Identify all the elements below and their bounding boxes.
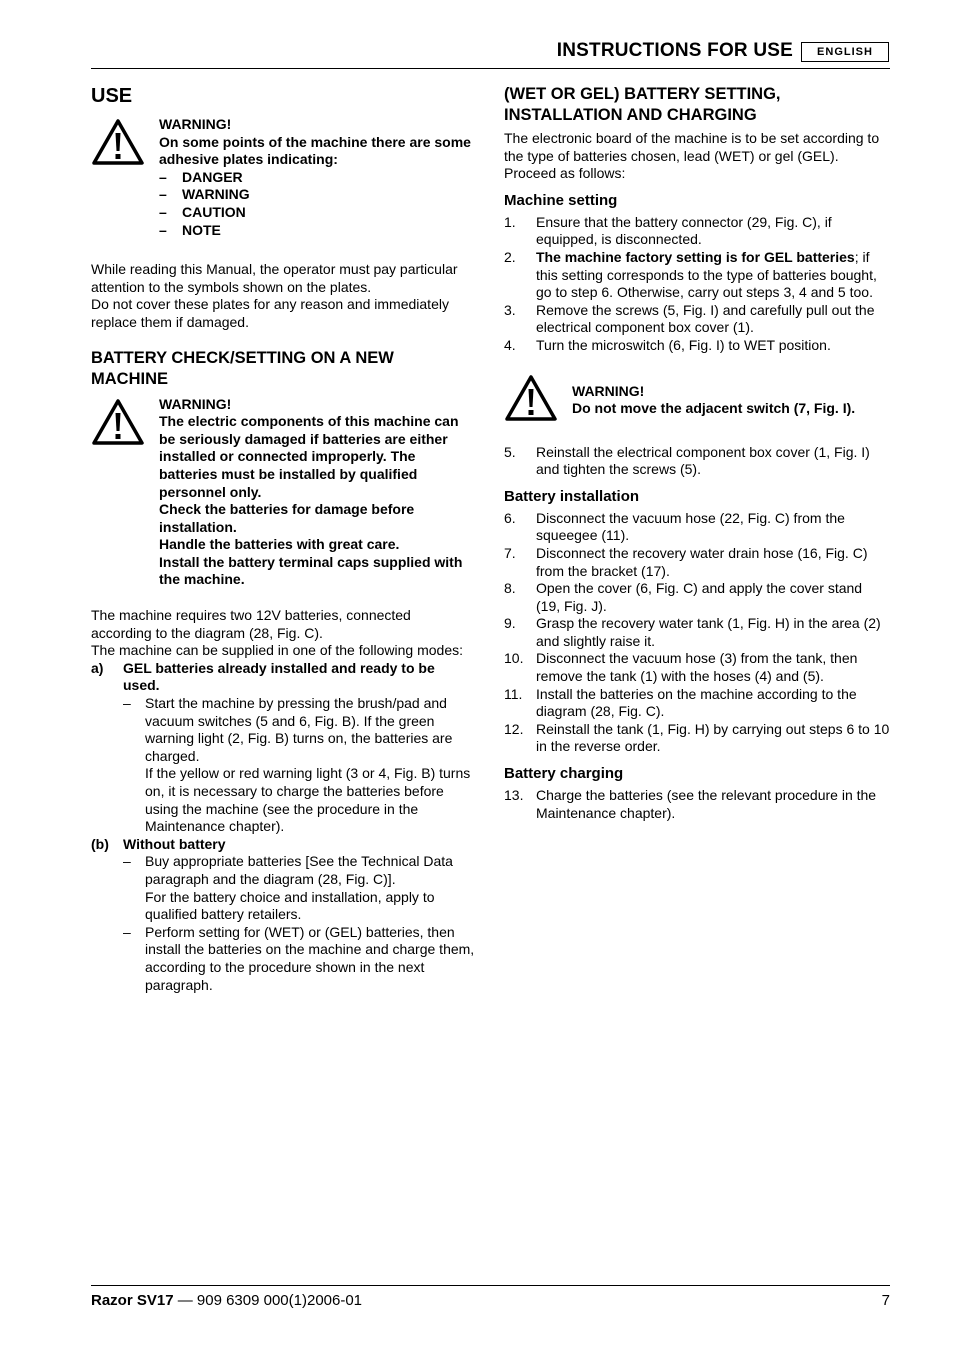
intro-paragraph: The electronic board of the machine is to be set according to the type of batteries chosen, lead (WET) or gel (GEL). Proceed as follows: xyxy=(504,130,880,182)
use-heading: USE xyxy=(91,85,133,107)
warning-title: WARNING! xyxy=(159,116,232,132)
warning-title: WARNING! xyxy=(572,382,645,399)
mode-b-list xyxy=(123,853,475,994)
machine-setting-steps xyxy=(504,214,890,355)
machine-setting-heading: Machine setting xyxy=(504,191,618,209)
battery-setting-heading: (WET OR GEL) BATTERY SETTING, INSTALLATION AND CHARGING xyxy=(504,85,781,124)
list-item: – Start the machine by pressing the brush/pad and vacuum switches (5 and 6, Fig. B). If the green warning light (2, Fig. B) turns on, the batteries are charged. If the yellow or red warning light (3 or 4, Fig. B) turns on, it is necessary to charge the batteries before using the machine (see the procedure in the Maintenance chapter). xyxy=(123,695,471,835)
warning-block-plates xyxy=(91,116,475,239)
list-item: 11. Install the batteries on the machine according to the diagram (28, Fig. C). xyxy=(504,685,857,720)
battery-installation-heading: Battery installation xyxy=(504,487,640,505)
warning-triangle-icon xyxy=(91,396,159,590)
paragraph: Do not cover these plates for any reason and immediately replace them if damaged. xyxy=(91,296,449,330)
battery-check-heading: BATTERY CHECK/SETTING ON A NEW MACHINE xyxy=(91,348,394,388)
mode-b-label: (b) Without battery xyxy=(91,835,226,852)
paragraph: The machine requires two 12V batteries, connected according to the diagram (28, Fig. C). xyxy=(91,607,411,641)
list-item: 13. Charge the batteries (see the relevant procedure in the Maintenance chapter). xyxy=(504,787,877,821)
list-item: – Buy appropriate batteries [See the Technical Data paragraph and the diagram (28, Fig. C)]. For the battery choice and installation, apply to qualified battery retailers. xyxy=(123,853,453,923)
warning-text: On some points of the machine there are some adhesive plates indicating: xyxy=(159,133,471,168)
warning-text: Check the batteries for damage before installation. xyxy=(159,501,415,535)
warning-text: Do not move the adjacent switch (7, Fig. I). xyxy=(572,400,856,417)
step-5 xyxy=(504,444,890,479)
footer-model: Razor SV17 xyxy=(91,1292,174,1309)
warning-text: Handle the batteries with great care. xyxy=(159,536,400,553)
list-item: 10. Disconnect the vacuum hose (3) from the tank, then remove the tank (1) with the hoses (4) and (5). xyxy=(504,650,858,685)
list-item: 9. Grasp the recovery water tank (1, Fig. H) in the area (2) and slightly raise it. xyxy=(504,615,881,649)
list-item: 4. Turn the microswitch (6, Fig. I) to WET position. xyxy=(504,336,831,353)
right-column xyxy=(504,84,890,822)
list-item: 7. Disconnect the recovery water drain hose (16, Fig. C) from the bracket (17). xyxy=(504,544,868,579)
warning-block-batteries xyxy=(91,396,475,590)
warning-title: WARNING! xyxy=(159,395,232,412)
battery-installation-steps xyxy=(504,510,890,756)
list-item: 3. Remove the screws (5, Fig. I) and carefully pull out the electrical component box cover (1). xyxy=(504,301,875,336)
left-column xyxy=(91,84,475,994)
language-badge: ENGLISH xyxy=(801,42,889,62)
list-item: – DANGER xyxy=(159,168,243,185)
warning-block-switch xyxy=(504,372,890,422)
page-header xyxy=(91,38,890,69)
list-item: – NOTE xyxy=(159,221,221,238)
warning-text: The electric components of this machine can be seriously damaged if batteries are either installed or connected improperly. The batteries must be installed by qualified personnel only. xyxy=(159,413,459,500)
battery-charging-heading: Battery charging xyxy=(504,765,624,783)
warning-triangle-icon xyxy=(91,116,159,239)
page-number: 7 xyxy=(881,1292,890,1309)
list-item: 5. Reinstall the electrical component box cover (1, Fig. I) and tighten the screws (5). xyxy=(504,443,870,478)
warning-text: Install the battery terminal caps supplied with the machine. xyxy=(159,553,463,588)
paragraph: The machine can be supplied in one of the following modes: xyxy=(91,642,464,659)
plate-list xyxy=(159,169,475,239)
header-title: INSTRUCTIONS FOR USE xyxy=(556,40,793,61)
list-item: – WARNING xyxy=(159,186,250,203)
list-item: 8. Open the cover (6, Fig. C) and apply the cover stand (19, Fig. J). xyxy=(504,580,863,614)
mode-a-label: a) GEL batteries already installed and ready to be used. xyxy=(91,659,435,694)
list-item: 6. Disconnect the vacuum hose (22, Fig. C) from the squeegee (11). xyxy=(504,509,845,544)
battery-charging-steps xyxy=(504,787,890,822)
page-footer xyxy=(91,1285,890,1309)
list-item: 2. The machine factory setting is for GEL batteries; if this setting corresponds to the type of batteries bought, go to step 6. Otherwise, carry out steps 3, 4 and 5 too. xyxy=(504,248,877,301)
paragraph: While reading this Manual, the operator must pay particular attention to the symbols shown on the plates. xyxy=(91,261,458,295)
mode-a-list xyxy=(123,695,475,836)
list-item: – Perform setting for (WET) or (GEL) batteries, then install the batteries on the machine and charge them, according to the procedure shown in the next paragraph. xyxy=(123,923,475,993)
warning-triangle-icon xyxy=(504,372,572,422)
list-item: – CAUTION xyxy=(159,203,246,220)
footer-code: — 909 6309 000(1)2006-01 xyxy=(173,1292,363,1309)
list-item: 12. Reinstall the tank (1, Fig. H) by carrying out steps 6 to 10 in the reverse order. xyxy=(504,720,890,755)
list-item: 1. Ensure that the battery connector (29, Fig. C), if equipped, is disconnected. xyxy=(504,213,832,248)
